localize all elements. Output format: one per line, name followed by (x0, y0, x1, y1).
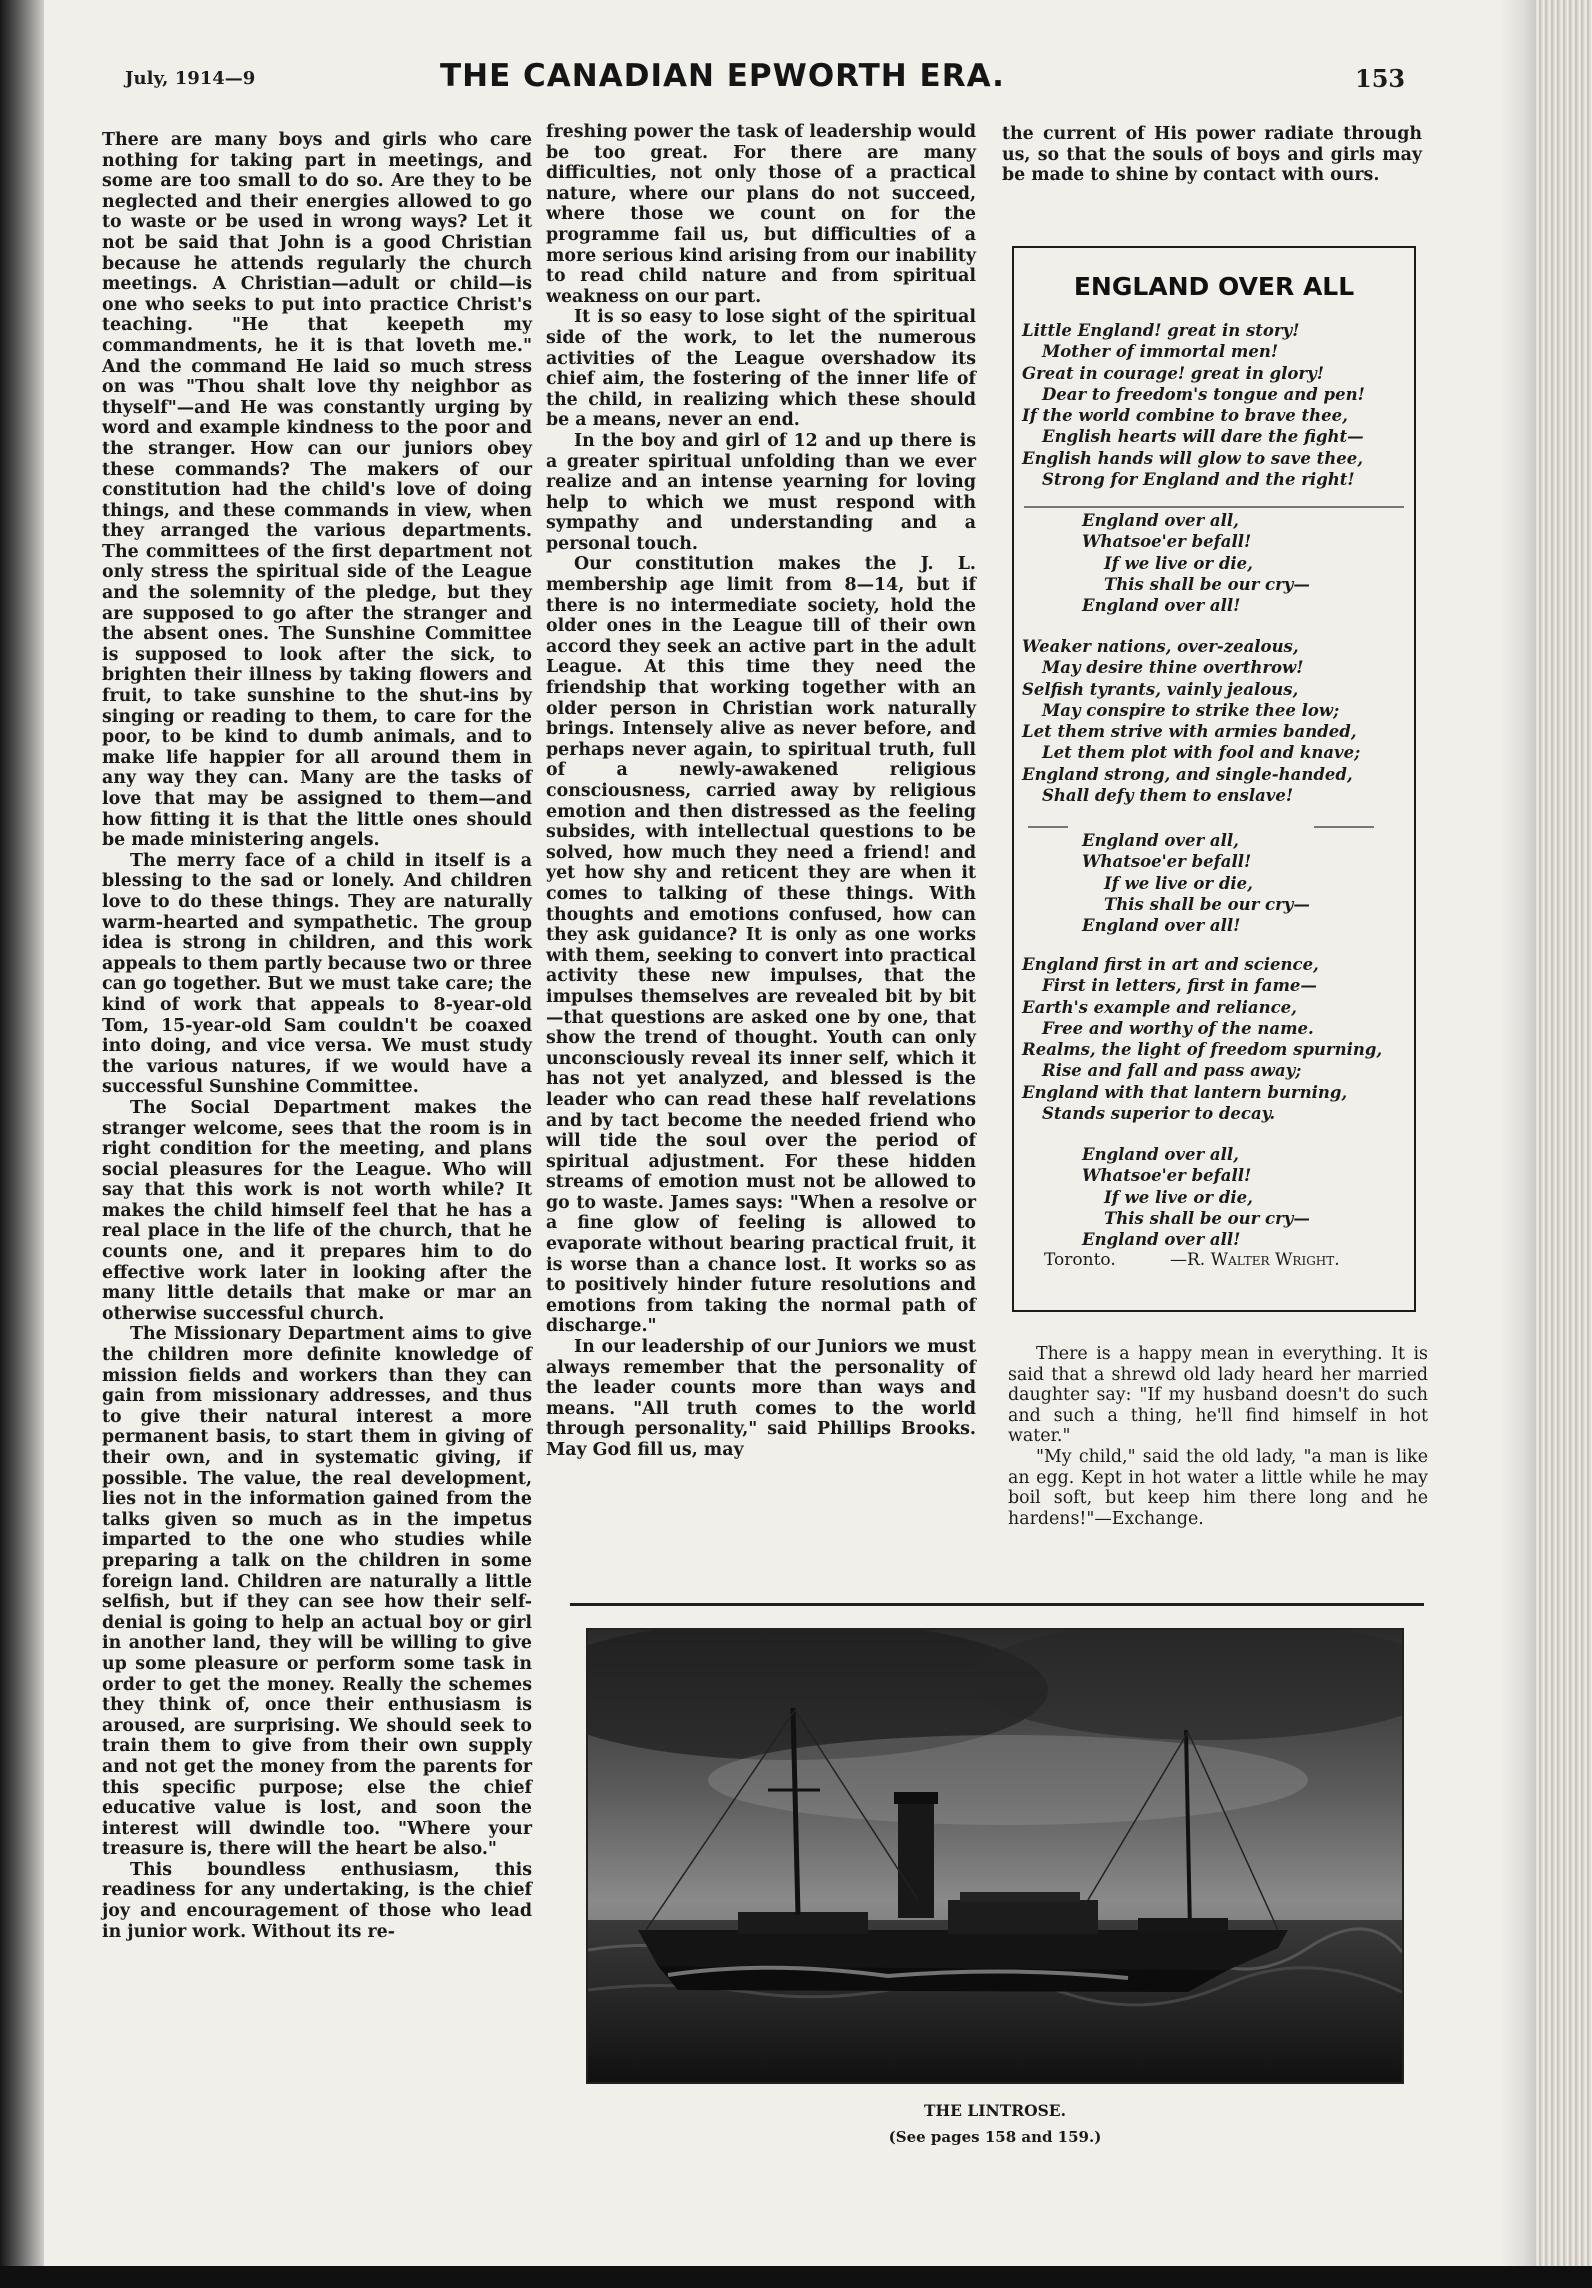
poem-stanza-3 (1022, 954, 1414, 1124)
paragraph: the current of His power radiate through us, so that the souls of boys and girls may be made to shine by contact with ours. (1002, 124, 1422, 186)
poem-line: First in letters, first in fame— (1042, 976, 1317, 996)
divider (1024, 506, 1404, 508)
poem-line: Free and worthy of the name. (1042, 1018, 1314, 1038)
page-curl-shadow (1500, 0, 1536, 2266)
paragraph: This boundless enthusiasm, this readiness for any undertaking, is the chief joy and encouragement of those who lead in junior work. Without its re- (102, 1859, 532, 1942)
poem-line: If we live or die, (1104, 873, 1253, 893)
poem-line: May desire thine overthrow! (1042, 658, 1304, 678)
poem-line: Whatsoe'er befall! (1082, 1166, 1252, 1186)
photo-page-reference: (See pages 158 and 159.) (888, 2128, 1102, 2146)
poem-line: Rise and fall and pass away; (1042, 1061, 1302, 1081)
ship-photograph (586, 1628, 1404, 2084)
poem-line: England with that lantern burning, (1022, 1082, 1348, 1102)
photo-caption: THE LINTROSE. (923, 2101, 1067, 2120)
poem-line: Earth's example and reliance, (1022, 997, 1297, 1017)
book-page-edges (1536, 0, 1592, 2266)
poem-line: England over all, (1082, 511, 1239, 530)
steamship-image (588, 1630, 1402, 2082)
paragraph: It is so easy to lose sight of the spiritual side of the work, to let the numerous activities of the League overshadow its chief aim, the fostering of the inner life of the child, in realizing which these should be a means, never an end. (546, 307, 976, 431)
binding-gutter (0, 0, 44, 2266)
poem-line: England strong, and single-handed, (1022, 764, 1353, 784)
poem-line: Realms, the light of freedom spurning, (1022, 1040, 1383, 1060)
poem-stanza-1 (1022, 320, 1414, 490)
poem-line: Stands superior to decay. (1042, 1104, 1276, 1124)
masthead-title: THE CANADIAN EPWORTH ERA. (440, 58, 1005, 94)
paragraph: There are many boys and girls who care nothing for taking part in meetings, and some are too small to do so. Are they to be neglected and their energies allowed to go to waste or be used in wrong ways? Let it not be said that John is a good Christian because he attends regularly the church meetings. A Christian—adult or child—is one who seeks to put into practice Christ's teaching. "He that keepeth my commandments, he it is that loveth me." And the command He laid so much stress on was "Thou shalt love thy neighbor as thyself"—and He was constantly urging by word and example kindness to the poor and the stranger. How can our juniors obey these commands? The makers of our constitution had the child's love of doing things, and these commands in view, when they arranged the various departments. The committees of the first department not only stress the spiritual side of the League and the solemnity of the pledge, but they are supposed to go after the stranger and the absent ones. The Sunshine Committee is supposed to look after the sick, to brighten their illness by taking flowers and fruit, to take sunshine to the shut-ins by singing or reading to them, to care for the poor, to be kind to dumb animals, and to make life happier for all around them in any way they can. Many are the tasks of love that may be assigned to them—and how fitting it is that the little ones should be made ministering angels. (102, 130, 532, 851)
poem-line: Selfish tyrants, vainly jealous, (1022, 679, 1299, 699)
poem-line: Whatsoe'er befall! (1082, 852, 1252, 872)
poem-line: English hearts will dare the fight— (1042, 427, 1364, 447)
poem-chorus-2 (1082, 830, 1412, 936)
anecdote-column (1008, 1344, 1428, 1529)
poem-line: If we live or die, (1104, 1187, 1253, 1207)
paragraph: Our constitution makes the J. L. membership age limit from 8—14, but if there is no intermediate society, hold the older ones in the League till of their own accord they seek an active part in the adult League. At this time they need the friendship that working together with an older person in Christian work naturally brings. Intensely alive as never before, and perhaps never again, to spiritual truth, full of a newly-awakened religious consciousness, carried away by religious emotion and then distressed as the feeling subsides, with intellectual questions to be solved, how much they need a friend! and yet how shy and reticent they are when it comes to talking of these things. With thoughts and emotions confused, how can they ask guidance? It is only as one works with them, seeking to convert into practical activity these new impulses, that the impulses themselves are revealed bit by bit—that questions are asked one by one, that show the trend of thought. Youth can only unconsciously reveal its inner self, which it has not yet analyzed, and blessed is the leader who can read these half revelations and by tact become the needed friend who will tide the soul over the period of spiritual adjustment. For these hidden streams of emotion must not be allowed to go to waste. James says: "When a resolve or a fine glow of feeling is allowed to evaporate without bearing practical fruit, it is worse than a chance lost. It works so as to positively hinder future resolutions and emotions from taking the normal path of discharge." (546, 554, 976, 1337)
poem-line: England over all, (1082, 831, 1239, 850)
paragraph: The merry face of a child in itself is a blessing to the sad or lonely. And children love to do these things. They are naturally warm-hearted and sympathetic. The group idea is strong in children, and this work appeals to them partly because two or three can go together. But we must take care; the kind of work that appeals to 8-year-old Tom, 15-year-old Sam couldn't be coaxed into doing, and vice versa. We must study the various natures, if we would have a successful Sunshine Committee. (102, 850, 532, 1098)
poem-line: England over all, (1082, 1145, 1239, 1164)
poem-line: English hands will glow to save thee, (1022, 448, 1363, 468)
poem-line: Shall defy them to enslave! (1042, 786, 1294, 806)
poem-box (1012, 246, 1416, 1312)
poem-line: Mother of immortal men! (1042, 342, 1279, 362)
paragraph: In our leadership of our Juniors we must always remember that the personality of the leader counts more than ways and means. "All truth comes to the world through personality," said Phillips Brooks. May God fill us, may (546, 1337, 976, 1460)
poem-line: May conspire to strike thee low; (1042, 700, 1340, 720)
divider (1028, 826, 1068, 828)
poem-line: If we live or die, (1104, 553, 1253, 573)
poem-line: Strong for England and the right! (1042, 470, 1355, 490)
poem-line: Whatsoe'er befall! (1082, 532, 1252, 552)
poem-line: If the world combine to brave thee, (1022, 406, 1348, 426)
poem-line: Weaker nations, over-zealous, (1022, 637, 1299, 656)
poem-line: This shall be our cry— (1104, 574, 1310, 594)
poem-line: This shall be our cry— (1104, 894, 1310, 914)
paragraph: The Social Department makes the stranger welcome, sees that the room is in right condition for the meeting, and plans social pleasures for the League. Who will say that this work is not worth while? It makes the child himself feel that he has a real place in the life of the church, that he counts one, and it prepares him to do effective work later in looking after the many little details that make or mar an otherwise successful church. (102, 1097, 532, 1324)
article-column-3-continuation (1002, 124, 1422, 186)
poem-line: Great in courage! great in glory! (1022, 363, 1324, 383)
poem-line: England over all! (1082, 1230, 1241, 1250)
poem-line: Let them strive with armies banded, (1022, 722, 1357, 742)
poem-chorus-3 (1082, 1144, 1412, 1250)
poem-line: Little England! great in story! (1022, 321, 1300, 340)
signature-author: —R. Walter Wright. (1170, 1250, 1340, 1270)
paragraph: freshing power the task of leadership would be too great. For there are many difficulties, not only those of a practical nature, where our plans do not succeed, where those we count on for the programme fail us, but difficulties of a more serious kind arising from our inability to read child nature and from spiritual weakness on our part. (546, 122, 976, 307)
poem-line: England first in art and science, (1022, 955, 1319, 974)
paragraph: The Missionary Department aims to give the children more definite knowledge of mission fields and workers than they can gain from missionary addresses, and thus to give their natural interest a more permanent basis, to start them in giving of their own, and in systematic giving, if possible. The value, the real development, lies not in the information gained from the talks given so much as in the impetus imparted to the one who studies while preparing a talk on the children in some foreign land. Children are naturally a little selfish, but if they can see how their self-denial is going to help an actual boy or girl in another land, they will be willing to give up some pleasure or perform some task in order to get the money. Really the schemes they think of, once their enthusiasm is aroused, are surprising. We should seek to train them to give from their own supply and not get the money from the parents for this specific purpose; else the chief educative value is lost, and soon the interest will dwindle too. "Where your treasure is, there will the heart be also." (102, 1324, 532, 1860)
paragraph: There is a happy mean in everything. It is said that a shrewd old lady heard her married daughter say: "If my husband doesn't do such and such a thing, he'll find himself in hot water." (1008, 1344, 1428, 1447)
poem-stanza-2 (1022, 636, 1414, 806)
page-number: 153 (1355, 64, 1406, 93)
divider (1314, 826, 1374, 828)
section-divider (570, 1603, 1424, 1606)
paragraph: "My child," said the old lady, "a man is like an egg. Kept in hot water a little while he may boil soft, but keep him there long and he hardens!"—Exchange. (1008, 1446, 1428, 1529)
article-column-1 (102, 130, 532, 1942)
paragraph: In the boy and girl of 12 and up there is a greater spiritual unfolding than we ever realize and an intense yearning for loving help to which we must respond with sympathy and understanding and a personal touch. (546, 430, 976, 554)
scan-border (0, 2266, 1592, 2288)
poem-line: Let them plot with fool and knave; (1042, 743, 1361, 763)
poem-title: ENGLAND OVER ALL (1073, 272, 1355, 301)
poem-chorus-1 (1082, 510, 1412, 616)
poem-line: England over all! (1082, 916, 1241, 936)
poem-line: This shall be our cry— (1104, 1208, 1310, 1228)
issue-date: July, 1914—9 (125, 68, 256, 89)
poem-line: Dear to freedom's tongue and pen! (1042, 384, 1365, 404)
signature-place: Toronto. (1044, 1250, 1116, 1270)
article-column-2 (546, 122, 976, 1461)
poem-line: England over all! (1082, 596, 1241, 616)
